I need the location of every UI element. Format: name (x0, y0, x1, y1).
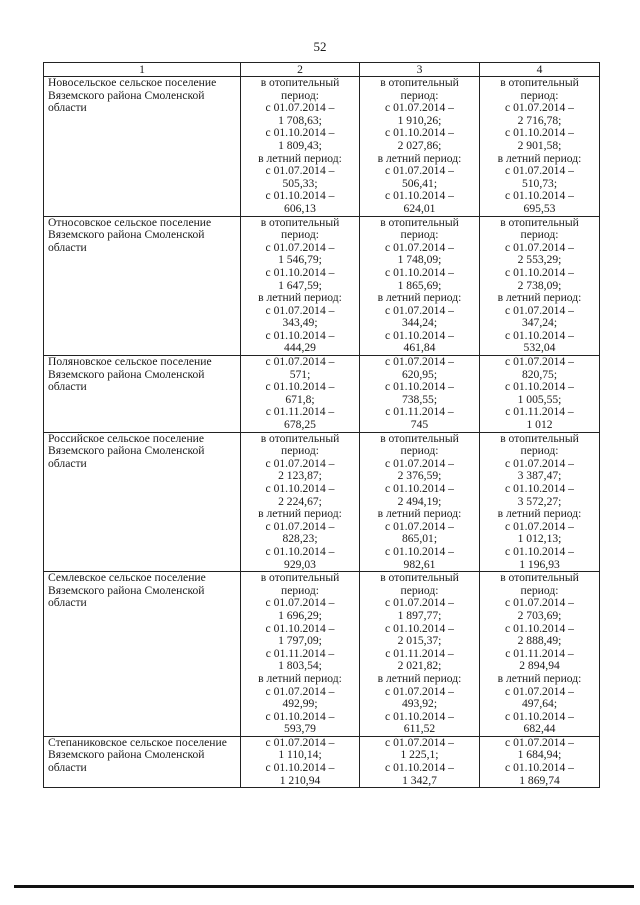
tariff-line: в отопительный (380, 571, 459, 585)
tariff-line: в отопительный (380, 431, 459, 445)
tariff-line: период: (400, 583, 439, 597)
tariff-line: 505,33; (282, 176, 318, 190)
tariff-line: с 01.07.2014 – (505, 101, 574, 115)
tariff-line: с 01.10.2014 – (505, 265, 574, 279)
tariff-line: 606,13 (284, 201, 316, 215)
tariff-line: с 01.10.2014 – (505, 328, 574, 342)
tariff-line: 343,49; (282, 316, 318, 330)
tariff-line: в летний период: (258, 291, 342, 305)
tariff-line: в отопительный (260, 76, 340, 89)
tariff-line: 492,99; (282, 697, 318, 711)
tariff-line: с 01.07.2014 – (505, 303, 574, 317)
tariff-line: с 01.10.2014 – (265, 761, 335, 775)
tariff-cell (241, 356, 360, 433)
tariff-line: с 01.07.2014 – (385, 355, 454, 369)
settlement-name-cell: Новосельское сельское поселение Вяземского района Смоленской области (44, 77, 241, 217)
tariff-line: 344,24; (401, 316, 438, 330)
settlement-name-cell: Поляновское сельское поселение Вяземского района Смоленской области (44, 356, 241, 433)
tariff-cell (241, 432, 360, 572)
tariff-line: в летний период: (497, 151, 582, 165)
tariff-line: с 01.07.2014 – (265, 684, 335, 698)
tariff-line: 982,61 (403, 557, 436, 571)
tariff-line: 1 708,63; (278, 113, 322, 127)
tariff-line: с 01.10.2014 – (385, 126, 454, 140)
tariff-line: 1 110,14; (278, 748, 322, 762)
tariff-line: в летний период: (258, 507, 342, 521)
tariff-line: 2 738,09; (517, 278, 562, 292)
tariff-line: 695,53 (523, 201, 556, 215)
tariff-line: с 01.10.2014 – (505, 621, 574, 635)
tariff-line: 620,95; (401, 367, 438, 381)
tariff-line: с 01.10.2014 – (385, 189, 454, 203)
tariff-cell (480, 77, 600, 217)
tariff-line: в отопительный (380, 215, 459, 229)
tariff-line: в отопительный (500, 76, 579, 89)
tariff-line: с 01.07.2014 – (265, 355, 335, 369)
tariff-line: 2 123,87; (278, 469, 322, 483)
tariff-line: с 01.07.2014 – (385, 684, 454, 698)
tariff-line: с 01.11.2014 – (385, 646, 454, 660)
tariff-line: 1 012 (526, 418, 553, 432)
tariff-line: в отопительный (500, 431, 579, 445)
tariff-line: 1 748,09; (397, 253, 442, 267)
tariff-line: с 01.07.2014 – (385, 456, 454, 470)
tariff-line: с 01.11.2014 – (265, 405, 335, 419)
tariff-line: в летний период: (258, 151, 342, 165)
tariff-line: период: (281, 88, 319, 102)
tariff-line: период: (520, 228, 559, 242)
tariff-line: в отопительный (500, 215, 579, 229)
tariff-line: 1 005,55; (517, 392, 562, 406)
tariff-line: с 01.10.2014 – (505, 761, 574, 775)
tariff-line: 2 376,59; (397, 469, 442, 483)
settlement-name-cell: Семлевское сельское поселение Вяземского района Смоленской области (44, 572, 241, 737)
tariff-line: в отопительный (260, 571, 340, 585)
tariff-line: с 01.10.2014 – (265, 265, 335, 279)
tariff-line: 444,29 (284, 341, 316, 355)
tariff-line: с 01.10.2014 – (385, 621, 454, 635)
tariff-line: 1 910,26; (397, 113, 442, 127)
tariff-line: 1 225,1; (400, 748, 439, 762)
tariff-cell (241, 572, 360, 737)
tariff-cell (360, 77, 480, 217)
tariff-line: период: (520, 583, 559, 597)
tariff-cell (360, 432, 480, 572)
tariff-line: 1 684,94; (517, 748, 562, 762)
tariff-line: 2 015,37; (397, 634, 442, 648)
tariff-line: 678,25 (284, 418, 316, 432)
tariff-line: с 01.07.2014 – (505, 519, 574, 533)
tariff-line: с 01.07.2014 – (265, 519, 335, 533)
tariff-line: период: (400, 444, 439, 458)
tariff-line: период: (281, 444, 319, 458)
tariff-line: с 01.07.2014 – (505, 596, 574, 610)
tariff-line: в отопительный (260, 431, 340, 445)
tariff-line: с 01.10.2014 – (505, 189, 574, 203)
tariff-line: 1 865,69; (397, 278, 442, 292)
tariff-line: с 01.07.2014 – (505, 456, 574, 470)
tariff-line: с 01.10.2014 – (265, 126, 335, 140)
tariff-line: 2 553,29; (517, 253, 562, 267)
tariff-line: 2 901,58; (517, 138, 562, 152)
tariff-line: с 01.07.2014 – (265, 456, 335, 470)
tariff-line: с 01.07.2014 – (385, 596, 454, 610)
tariff-line: с 01.07.2014 – (265, 101, 335, 115)
tariff-line: 1 696,29; (278, 608, 322, 622)
tariff-line: 493,92; (401, 697, 438, 711)
tariff-line: с 01.07.2014 – (385, 240, 454, 254)
tariff-line: в отопительный (260, 215, 340, 229)
settlement-name-cell: Относовское сельское поселение Вяземского района Смоленской области (44, 216, 241, 356)
tariff-line: в отопительный (380, 76, 459, 89)
tariff-line: 2 494,19; (397, 494, 442, 508)
tariff-line: с 01.10.2014 – (385, 328, 454, 342)
header-cell: 3 (360, 63, 480, 77)
tariff-cell (360, 356, 480, 433)
tariff-line: 571; (289, 367, 311, 381)
tariff-line: 2 027,86; (397, 138, 442, 152)
tariff-line: с 01.10.2014 – (385, 265, 454, 279)
tariff-line: с 01.07.2014 – (385, 164, 454, 178)
tariff-line: 624,01 (403, 201, 436, 215)
tariff-line: с 01.10.2014 – (505, 126, 574, 140)
tariff-line: с 01.07.2014 – (265, 735, 335, 749)
bottom-rule (14, 885, 634, 888)
tariff-line: с 01.10.2014 – (385, 544, 454, 558)
tariff-line: 510,73; (521, 176, 558, 190)
tariff-line: 461,84 (403, 341, 436, 355)
tariff-line: с 01.07.2014 – (385, 303, 454, 317)
tariff-line: с 01.07.2014 – (265, 596, 335, 610)
tariff-line: 2 888,49; (517, 634, 562, 648)
table-row (44, 216, 600, 356)
tariff-line: 532,04 (523, 341, 556, 355)
tariff-line: в летний период: (497, 291, 582, 305)
tariff-line: с 01.10.2014 – (385, 380, 454, 394)
tariff-line: с 01.11.2014 – (385, 405, 454, 419)
tariff-line: 1 647,59; (278, 278, 322, 292)
tariff-line: 738,55; (401, 392, 438, 406)
tariff-table (43, 62, 600, 788)
tariff-line: 1 797,09; (278, 634, 322, 648)
tariff-line: 2 894,94 (519, 659, 560, 673)
tariff-line: с 01.10.2014 – (265, 709, 335, 723)
tariff-cell (360, 216, 480, 356)
table-row (44, 432, 600, 572)
tariff-line: в отопительный (500, 571, 579, 585)
tariff-line: с 01.07.2014 – (505, 240, 574, 254)
tariff-line: в летний период: (377, 291, 462, 305)
header-row (44, 63, 600, 77)
tariff-line: в летний период: (377, 671, 462, 685)
tariff-line: с 01.07.2014 – (265, 240, 335, 254)
tariff-line: 1 196,93 (519, 557, 560, 571)
tariff-line: с 01.10.2014 – (265, 380, 335, 394)
tariff-line: в летний период: (497, 507, 582, 521)
tariff-cell (241, 77, 360, 217)
tariff-cell (480, 216, 600, 356)
tariff-line: с 01.11.2014 – (505, 405, 574, 419)
tariff-line: с 01.11.2014 – (265, 646, 335, 660)
tariff-line: с 01.10.2014 – (505, 482, 574, 495)
tariff-line: 593,79 (284, 722, 316, 736)
tariff-line: с 01.07.2014 – (265, 303, 335, 317)
tariff-line: в летний период: (377, 507, 462, 521)
tariff-line: с 01.10.2014 – (505, 544, 574, 558)
table-row (44, 572, 600, 737)
tariff-line: с 01.11.2014 – (505, 646, 574, 660)
tariff-line: период: (520, 444, 559, 458)
tariff-line: 611,52 (403, 722, 436, 736)
tariff-line: 497,64; (521, 697, 558, 711)
tariff-line: 1 012,13; (517, 532, 562, 546)
tariff-line: период: (400, 88, 439, 102)
header-cell: 1 (44, 63, 241, 77)
tariff-cell (241, 736, 360, 787)
tariff-line: 1 809,43; (278, 138, 322, 152)
tariff-cell (241, 216, 360, 356)
tariff-line: 828,23; (282, 532, 318, 546)
tariff-line: 2 716,78; (517, 113, 562, 127)
tariff-cell (360, 572, 480, 737)
table-row (44, 356, 600, 433)
tariff-line: 1 869,74 (519, 773, 560, 787)
tariff-line: с 01.07.2014 – (505, 684, 574, 698)
tariff-line: 2 703,69; (517, 608, 562, 622)
tariff-cell (480, 736, 600, 787)
tariff-line: 1 897,77; (397, 608, 442, 622)
tariff-line: с 01.10.2014 – (265, 482, 335, 495)
table-row (44, 77, 600, 217)
tariff-line: 745 (410, 418, 429, 432)
tariff-line: период: (281, 228, 319, 242)
settlement-name-cell: Степаниковское сельское поселение Вяземского района Смоленской области (44, 736, 241, 787)
tariff-cell (480, 572, 600, 737)
tariff-line: с 01.07.2014 – (505, 735, 574, 749)
tariff-line: 506,41; (401, 176, 438, 190)
page-number: 52 (313, 39, 327, 54)
table-row (44, 736, 600, 787)
tariff-line: с 01.10.2014 – (505, 709, 574, 723)
tariff-line: 1 342,7 (402, 773, 437, 787)
tariff-line: 1 210,94 (279, 773, 321, 787)
tariff-line: 671,8; (285, 392, 315, 406)
tariff-line: 1 546,79; (278, 253, 322, 267)
tariff-line: 820,75; (521, 367, 558, 381)
tariff-line: 3 572,27; (517, 494, 562, 508)
tariff-line: с 01.10.2014 – (265, 621, 335, 635)
header-cell: 4 (480, 63, 600, 77)
tariff-line: период: (400, 228, 439, 242)
tariff-line: в летний период: (377, 151, 462, 165)
tariff-line: с 01.10.2014 – (265, 328, 335, 342)
tariff-line: с 01.10.2014 – (385, 761, 454, 775)
tariff-line: период: (520, 88, 559, 102)
tariff-line: с 01.07.2014 – (385, 735, 454, 749)
header-cell: 2 (241, 63, 360, 77)
tariff-cell (480, 432, 600, 572)
tariff-line: с 01.10.2014 – (265, 189, 335, 203)
tariff-line: 3 387,47; (517, 469, 562, 483)
tariff-line: 865,01; (401, 532, 438, 546)
tariff-line: в летний период: (497, 671, 582, 685)
tariff-line: в летний период: (258, 671, 342, 685)
tariff-cell (480, 356, 600, 433)
tariff-line: 929,03 (284, 557, 316, 571)
tariff-line: 347,24; (521, 316, 558, 330)
tariff-line: период: (281, 583, 319, 597)
tariff-line: с 01.10.2014 – (385, 482, 454, 495)
tariff-line: с 01.07.2014 – (385, 101, 454, 115)
tariff-line: с 01.07.2014 – (385, 519, 454, 533)
tariff-line: с 01.10.2014 – (385, 709, 454, 723)
tariff-line: с 01.07.2014 – (265, 164, 335, 178)
tariff-cell (360, 736, 480, 787)
tariff-line: с 01.07.2014 – (505, 355, 574, 369)
tariff-line: 2 021,82; (397, 659, 442, 673)
tariff-line: 2 224,67; (278, 494, 322, 508)
tariff-line: 682,44 (523, 722, 556, 736)
tariff-line: с 01.07.2014 – (505, 164, 574, 178)
tariff-line: 1 803,54; (278, 659, 322, 673)
tariff-line: с 01.10.2014 – (265, 544, 335, 558)
settlement-name-cell: Российское сельское поселение Вяземского района Смоленской области (44, 432, 241, 572)
tariff-line: с 01.10.2014 – (505, 380, 574, 394)
